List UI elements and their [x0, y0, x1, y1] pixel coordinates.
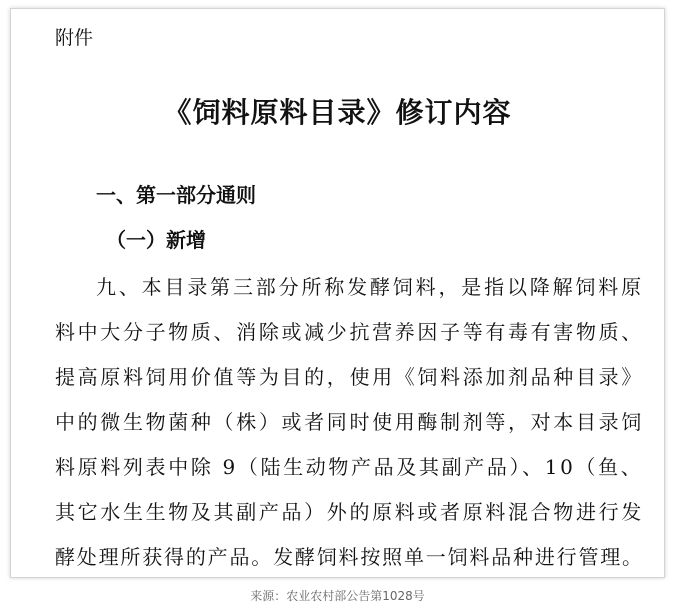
document-frame: [10, 8, 665, 578]
paragraph-line: 料原料列表中除 9（陆生动物产品及其副产品）、10（鱼、: [55, 455, 644, 479]
paragraph-line: 提高原料饲用价值等为目的，使用《饲料添加剂品种目录》: [55, 365, 644, 389]
attachment-label: 附件: [55, 27, 94, 49]
paragraph-line: 料中大分子物质、消除或减少抗营养因子等有毒有害物质、: [55, 320, 644, 344]
subsection-heading: （一）新增: [106, 228, 206, 252]
image-caption: 来源：农业农村部公告第1028号: [250, 589, 425, 603]
document-title: 《饲料原料目录》修订内容: [163, 96, 512, 129]
section-heading: 一、第一部分通则: [96, 183, 256, 207]
paragraph-line: 其它水生生物及其副产品）外的原料或者原料混合物进行发: [55, 500, 644, 524]
paragraph-line: 酵处理所获得的产品。发酵饲料按照单一饲料品种进行管理。: [55, 545, 644, 569]
paragraph-line: 九、本目录第三部分所称发酵饲料，是指以降解饲料原: [96, 275, 644, 299]
paragraph-line: 中的微生物菌种（株）或者同时使用酶制剂等，对本目录饲: [55, 410, 644, 434]
